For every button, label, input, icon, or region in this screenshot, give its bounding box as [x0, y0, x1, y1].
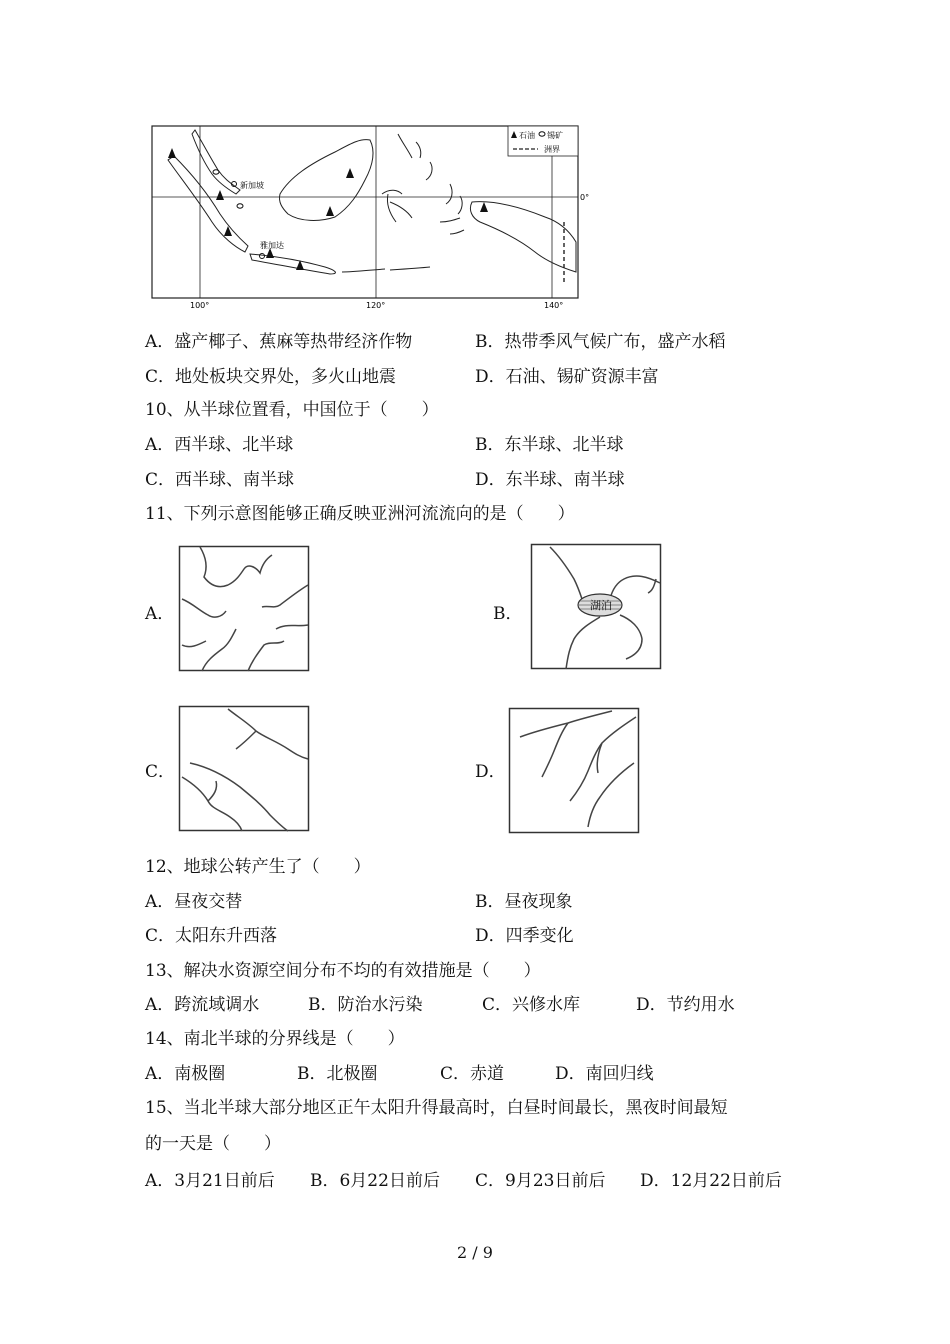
singapore-label: 新加坡 [240, 181, 264, 190]
legend-oil-label: 石油 [519, 131, 535, 140]
q10-option-a: A．西半球、北半球 [145, 435, 294, 455]
q11-option-d: D． [475, 762, 506, 782]
q10-stem: 10、从半球位置看，中国位于（ ） [145, 400, 439, 420]
q12-option-c: C．太阳东升西落 [145, 926, 278, 946]
q10-option-d: D．东半球、南半球 [475, 470, 625, 490]
q10-option-c: C．西半球、南半球 [145, 470, 295, 490]
q15-option-c: C．9月23日前后 [475, 1171, 606, 1191]
q12-option-a: A．昼夜交替 [145, 892, 243, 912]
q14-option-a: A．南极圈 [145, 1064, 226, 1084]
q15-stem-line1: 15、当北半球大部分地区正午太阳升得最高时，白昼时间最长，黑夜时间最短 [145, 1098, 728, 1118]
q13-option-b: B．防治水污染 [308, 995, 423, 1015]
q9-option-c: C．地处板块交界处，多火山地震 [145, 367, 397, 387]
legend-tin-label: 锡矿 [547, 131, 563, 140]
lon-100-label: 100° [190, 301, 210, 310]
q15-option-d: D．12月22日前后 [640, 1171, 782, 1191]
q12-stem: 12、地球公转产生了（ ） [145, 857, 371, 877]
q15-stem-line2: 的一天是（ ） [145, 1134, 281, 1154]
q13-option-a: A．跨流域调水 [145, 995, 260, 1015]
q11-stem: 11、下列示意图能够正确反映亚洲河流流向的是（ ） [145, 504, 575, 524]
q14-stem: 14、南北半球的分界线是（ ） [145, 1029, 405, 1049]
lat-0-label: 0° [580, 193, 590, 202]
legend-boundary-label: 洲界 [544, 145, 560, 154]
q13-option-c: C．兴修水库 [482, 995, 581, 1015]
q11-option-a: A． [145, 604, 175, 624]
q9-option-d: D．石油、锡矿资源丰富 [475, 367, 659, 387]
q10-option-b: B．东半球、北半球 [475, 435, 624, 455]
q15-option-a: A．3月21日前后 [145, 1171, 275, 1191]
q11-option-b: B． [493, 604, 523, 624]
q9-option-b: B．热带季风气候广布，盛产水稻 [475, 332, 726, 352]
river-diagram-a [178, 545, 310, 673]
q13-stem: 13、解决水资源空间分布不均的有效措施是（ ） [145, 961, 541, 981]
q12-option-d: D．四季变化 [475, 926, 574, 946]
lon-120-label: 120° [366, 301, 386, 310]
river-diagram-d [508, 707, 640, 835]
q14-option-c: C．赤道 [440, 1064, 505, 1084]
q13-option-d: D．节约用水 [636, 995, 735, 1015]
page-number: 2 / 9 [457, 1243, 493, 1262]
q12-option-b: B．昼夜现象 [475, 892, 573, 912]
q14-option-d: D．南回归线 [555, 1064, 654, 1084]
lon-140-label: 140° [544, 301, 564, 310]
q15-option-b: B．6月22日前后 [310, 1171, 440, 1191]
jakarta-label: 雅加达 [260, 241, 284, 250]
q11-option-c: C． [145, 762, 176, 782]
lake-label: 湖泊 [590, 599, 612, 612]
q9-option-a: A．盛产椰子、蕉麻等热带经济作物 [145, 332, 413, 352]
river-diagram-b [530, 543, 662, 671]
southeast-asia-map [150, 122, 590, 312]
river-diagram-c [178, 705, 310, 833]
q14-option-b: B．北极圈 [297, 1064, 378, 1084]
